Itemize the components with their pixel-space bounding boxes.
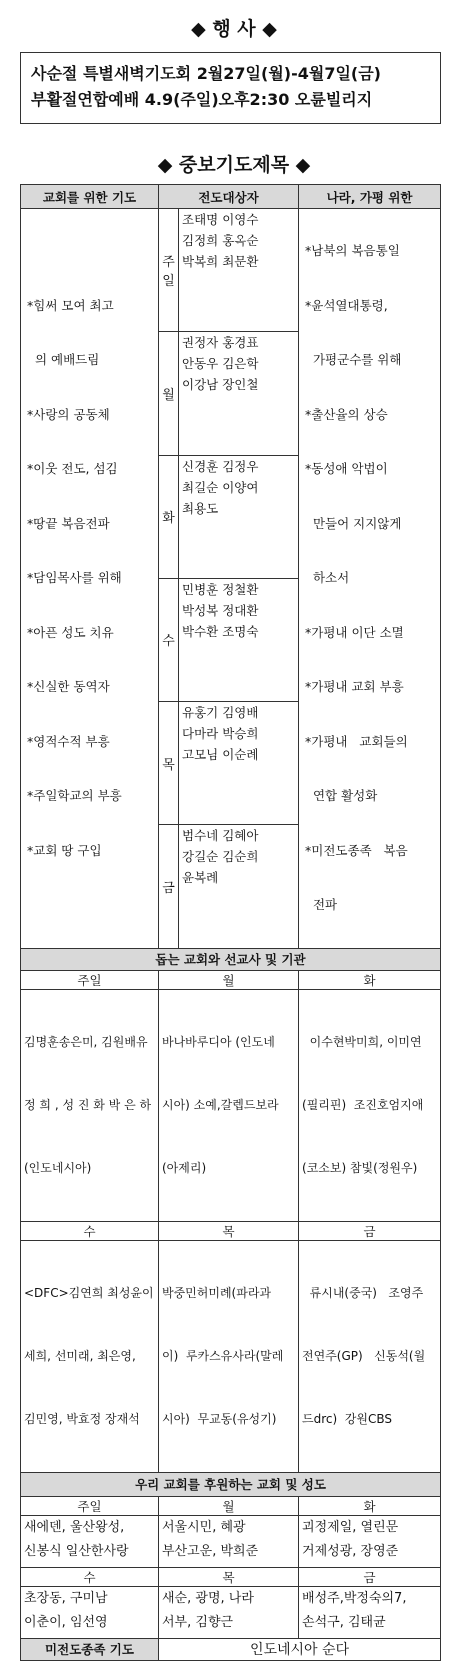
supporters-cell [21, 1586, 159, 1638]
name-line: 신경훈 김정우 [182, 458, 259, 474]
list-item: 만들어 지지않게 [305, 515, 402, 531]
cell-line: 괴정제일, 열린문 [302, 1519, 399, 1535]
cell-line: 신봉식 일산한사랑 [24, 1543, 129, 1559]
cell-line: 이수현박미희, 이미연 [302, 1034, 422, 1049]
list-item: 전파 [305, 897, 338, 912]
cell-line: 부산고운, 박희준 [162, 1543, 259, 1559]
cell-line: (필리핀) 조진호엄지애 [302, 1097, 424, 1112]
nation-prayer-list [299, 209, 441, 949]
list-item: 의 예배드림 [27, 352, 100, 367]
name-line: 최길순 이양여 [182, 479, 259, 495]
evangelism-names [179, 455, 299, 578]
name-line: 강길순 김순희 [182, 849, 259, 865]
list-item: *교회 땅 구입 [27, 842, 102, 858]
unreached-value: 인도네시아 순다 [159, 1638, 441, 1660]
cell-line: 시아) 소예,갈렙드보라 [162, 1097, 279, 1112]
day-label: 수 [159, 578, 179, 701]
cell-line: 바나바루디아 (인도네 [162, 1034, 275, 1049]
missions-cell [299, 1240, 441, 1472]
cell-line: 류시내(중국) 조영주 [302, 1285, 424, 1300]
supporters-day-label: 화 [299, 1496, 441, 1515]
list-item: *이웃 전도, 섬김 [27, 461, 118, 476]
supporters-cell [299, 1515, 441, 1567]
evangelism-names [179, 825, 299, 948]
missions-cell [299, 989, 441, 1221]
unreached-label: 미전도종족 기도 [21, 1638, 159, 1660]
evangelism-names [179, 332, 299, 455]
prayer-title: ◆ 중보기도제목 ◆ [157, 154, 311, 176]
name-line: 범수네 김혜아 [182, 828, 259, 844]
list-item: *담임목사를 위해 [27, 570, 122, 585]
evangelism-names [179, 209, 299, 332]
supporters-title: 우리 교회를 후원하는 교회 및 성도 [21, 1472, 441, 1496]
missions-day-label: 화 [299, 970, 441, 989]
name-line: 박복희 최문환 [182, 254, 259, 269]
list-item: 하소서 [305, 570, 350, 585]
name-line: 안동우 김은학 [182, 356, 259, 372]
missions-day-label: 월 [159, 970, 299, 989]
name-line: 다마라 박승희 [182, 726, 259, 741]
list-item: *아픈 성도 치유 [27, 624, 114, 640]
supporters-day-label: 수 [21, 1567, 159, 1586]
cell-line: 김명훈송은미, 김원배유 [24, 1034, 148, 1049]
missions-title: 돕는 교회와 선교사 및 기관 [21, 948, 441, 970]
supporters-cell [159, 1586, 299, 1638]
missions-day-label: 금 [299, 1221, 441, 1240]
cell-line: 세희, 선미래, 최은영, [24, 1348, 136, 1363]
list-item: *동성애 악법이 [305, 461, 388, 476]
cell-line: 이) 루카스유사라(말레 [162, 1348, 284, 1363]
name-line: 박수환 조명숙 [182, 623, 259, 639]
cell-line: 박중민허미례(파라과 [162, 1285, 272, 1300]
name-line: 고모님 이순례 [182, 747, 259, 762]
church-prayer-list [21, 209, 159, 949]
name-line: 민병훈 정철환 [182, 581, 259, 597]
cell-line: 서울시민, 혜광 [162, 1519, 246, 1535]
prayer-header-nation: 나라, 가평 위한 [299, 185, 441, 209]
supporters-day-label: 금 [299, 1567, 441, 1586]
missions-day-label: 주일 [21, 970, 159, 989]
name-line: 윤복례 [182, 870, 219, 886]
list-item: *주일학교의 부흥 [27, 788, 122, 803]
event-line: 부활절연합예배 4.9(주일)오후2:30 오륜빌리지 [31, 90, 373, 109]
name-line: 박성복 정대환 [182, 602, 259, 618]
cell-line: 서부, 김향근 [162, 1614, 234, 1630]
name-line: 조태명 이영수 [182, 212, 259, 227]
missions-cell [21, 989, 159, 1221]
list-item: *남북의 복음통일 [305, 243, 400, 258]
missions-day-label: 목 [159, 1221, 299, 1240]
day-label: 화 [159, 455, 179, 578]
list-item: *가평내 교회들의 [305, 733, 408, 749]
cell-line: 전연주(GP) 신동석(월 [302, 1348, 426, 1363]
cell-line: (코소보) 참빛(정원우) [302, 1160, 418, 1175]
events-title: ◆ 행 사 ◆ [191, 18, 277, 40]
name-line: 김정희 홍옥순 [182, 233, 259, 248]
list-item: *윤석열대통령, [305, 297, 388, 313]
supporters-day-label: 주일 [21, 1496, 159, 1515]
supporters-cell [299, 1586, 441, 1638]
name-line: 유홍기 김영배 [182, 705, 259, 720]
prayer-header-church: 교회를 위한 기도 [21, 185, 159, 209]
list-item: *신실한 동역자 [27, 679, 110, 694]
cell-line: 배성주,박정숙의7, [302, 1590, 407, 1606]
supporters-cell [21, 1515, 159, 1567]
name-line: 최용도 [182, 500, 219, 516]
cell-line: 새에덴, 울산왕성, [24, 1519, 125, 1535]
cell-line: (아제리) [162, 1160, 207, 1175]
prayer-table [20, 184, 441, 1661]
day-label: 목 [159, 702, 179, 825]
name-line: 권정자 홍경표 [182, 335, 259, 351]
cell-line: (인도네시아) [24, 1160, 92, 1175]
cell-line: 거제성광, 장영준 [302, 1543, 399, 1559]
list-item: *가평내 이단 소멸 [305, 624, 404, 640]
cell-line: 초장동, 구미남 [24, 1590, 108, 1606]
list-item: 연합 활성화 [305, 788, 378, 803]
events-box [20, 52, 441, 124]
missions-day-label: 수 [21, 1221, 159, 1240]
cell-line: 손석구, 김태균 [302, 1614, 386, 1630]
name-line: 이강남 장인철 [182, 377, 259, 393]
day-label: 월 [159, 332, 179, 455]
supporters-cell [159, 1515, 299, 1567]
list-item: *사랑의 공동체 [27, 406, 110, 422]
day-label: 주 일 [159, 209, 179, 332]
missions-cell [159, 989, 299, 1221]
missions-cell [159, 1240, 299, 1472]
missions-cell [21, 1240, 159, 1472]
list-item: *미전도종족 복음 [305, 842, 408, 858]
cell-line: 새순, 광명, 나라 [162, 1590, 254, 1606]
cell-line: 김민영, 박효정 장재석 [24, 1411, 140, 1426]
prayer-header-evangelism: 전도대상자 [159, 185, 299, 209]
cell-line: 시아) 무교동(유성기) [162, 1411, 277, 1426]
cell-line: 드drc) 강원CBS [302, 1411, 393, 1426]
cell-line: 정 희 , 성 진 화 박 은 하 [24, 1097, 152, 1112]
list-item: *출산율의 상승 [305, 406, 388, 422]
cell-line: <DFC>김연희 최성윤이 [24, 1285, 154, 1300]
cell-line: 이춘이, 임선영 [24, 1614, 108, 1630]
list-item: *땅끝 복음전파 [27, 515, 110, 531]
supporters-day-label: 목 [159, 1567, 299, 1586]
supporters-day-label: 월 [159, 1496, 299, 1515]
event-line: 사순절 특별새벽기도회 2월27일(월)-4월7일(금) [31, 64, 381, 83]
evangelism-names [179, 578, 299, 701]
list-item: 가평군수를 위해 [305, 352, 402, 367]
list-item: *힘써 모여 최고 [27, 297, 114, 313]
evangelism-names [179, 702, 299, 825]
day-label: 금 [159, 825, 179, 948]
list-item: *가평내 교회 부흥 [305, 679, 404, 694]
list-item: *영적수적 부흥 [27, 733, 110, 749]
